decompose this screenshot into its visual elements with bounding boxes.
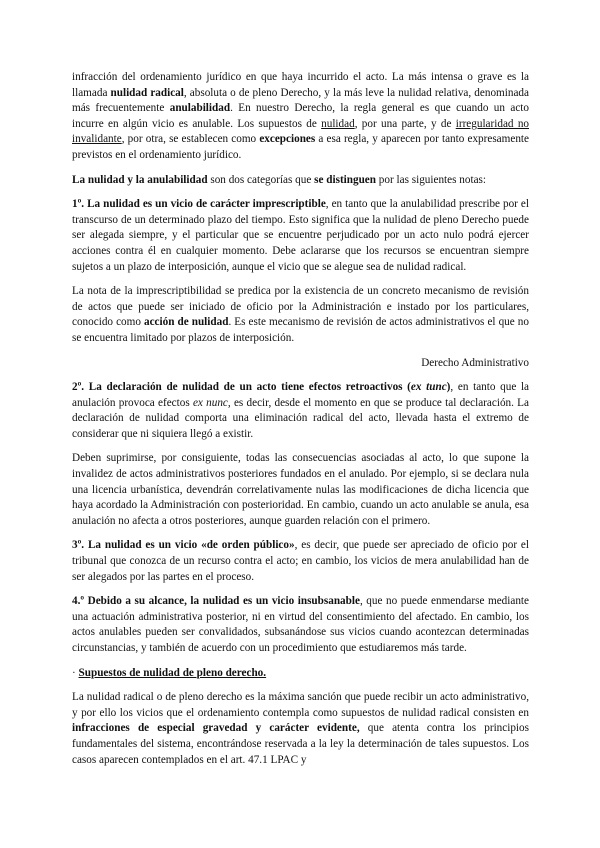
paragraph-note-2: 2º. La declaración de nulidad de un acto tiene efectos retroactivos (ex tunc), en tanto que la anulación provoca efectos ex nunc, es decir, desde el momento en que se produce tal declaración. La declaración de nulidad comporta una eliminación radical del acto, llevada hasta el extremo de considerar que ni siquiera llegó a existir.	[72, 381, 530, 440]
section-heading: · Supuestos de nulidad de pleno derecho.	[72, 666, 267, 679]
paragraph-distinctions: La nulidad y la anulabilidad son dos categorías que se distinguen por las siguientes notas:	[72, 173, 486, 186]
paragraph-consequences: Deben suprimirse, por consiguiente, todas las consecuencias asociadas al acto, lo que supone la invalidez de actos administrativos posteriores fundados en el anulado. Por ejemplo, si se declara nula una licencia urbanística, devendrán correlativamente nulas las modificaciones de dicha licencia que haya acordado la Administración con posterioridad. En cambio, cuando un acto anulable se anula, esa anulación no afecta a otros posteriores, aunque guarden relación con el primero.	[72, 452, 529, 527]
paragraph-note-1: 1º. La nulidad es un vicio de carácter imprescriptible, en tanto que la anulabilidad prescribe por el transcurso de un determinado plazo del tiempo. Esto significa que la nulidad de pleno Derecho puede ser alegada siempre, y el particular que se encuentre perjudicado por un acto nulo podrá ejercer acciones contra él en cualquier momento. Debe aclararse que los recursos se encuentran siempre sujetos a un plazo de interposición, aunque el vicio que se alegue sea de nulidad radical.	[72, 198, 529, 273]
paragraph-supuestos: La nulidad radical o de pleno derecho es la máxima sanción que puede recibir un acto administrativo, y por ello los vicios que el ordenamiento contempla como supuestos de nulidad radical consisten en infracciones de especial gravedad y carácter evidente, que atenta contra los principios fundamentales del sistema, encontrándose reservada a la ley la determinación de tales supuestos. Los casos aparecen contemplados en el art. 47.1 LPAC y	[72, 691, 529, 766]
paragraph-nulidad-intro: infracción del ordenamiento jurídico en que haya incurrido el acto. La más intensa o grave es la llamada nulidad radical, absoluta o de pleno Derecho, y la más leve la nulidad relativa, denominada más frecuentemente anulabilidad. En nuestro Derecho, la regla general es que cuando un acto incurre en algún vicio es anulable. Los supuestos de nulidad, por una parte, y de irregularidad no invalidante, por otra, se establecen como excepciones a esa regla, y aparecen por tanto expresamente previstos en el ordenamiento jurídico.	[72, 71, 530, 161]
paragraph-imprescriptibility: La nota de la imprescriptibilidad se predica por la existencia de un concreto mecanismo de revisión de actos que puede ser iniciado de oficio por la Administración e instado por los particulares, conocido como acción de nulidad. Es este mecanismo de revisión de actos administrativos el que no se encuentra limitado por plazos de interposición.	[72, 285, 529, 344]
paragraph-note-3: 3º. La nulidad es un vicio «de orden público», es decir, que puede ser apreciado de oficio por el tribunal que conozca de un recurso contra el acto; en cambio, los vicios de mera anulabilidad han de ser alegados por las partes en el proceso.	[72, 539, 529, 583]
document-body	[72, 70, 529, 777]
paragraph-note-4: 4.º Debido a su alcance, la nulidad es un vicio insubsanable, que no puede enmendarse mediante una actuación administrativa posterior, ni en virtud del consentimiento del afectado. En cambio, los actos anulables pueden ser convalidados, subsanándose sus vicios cuando acontezcan determinadas circunstancias, y también de acuerdo con un procedimiento que estudiaremos más tarde.	[72, 595, 529, 654]
running-header: Derecho Administrativo	[421, 356, 529, 369]
